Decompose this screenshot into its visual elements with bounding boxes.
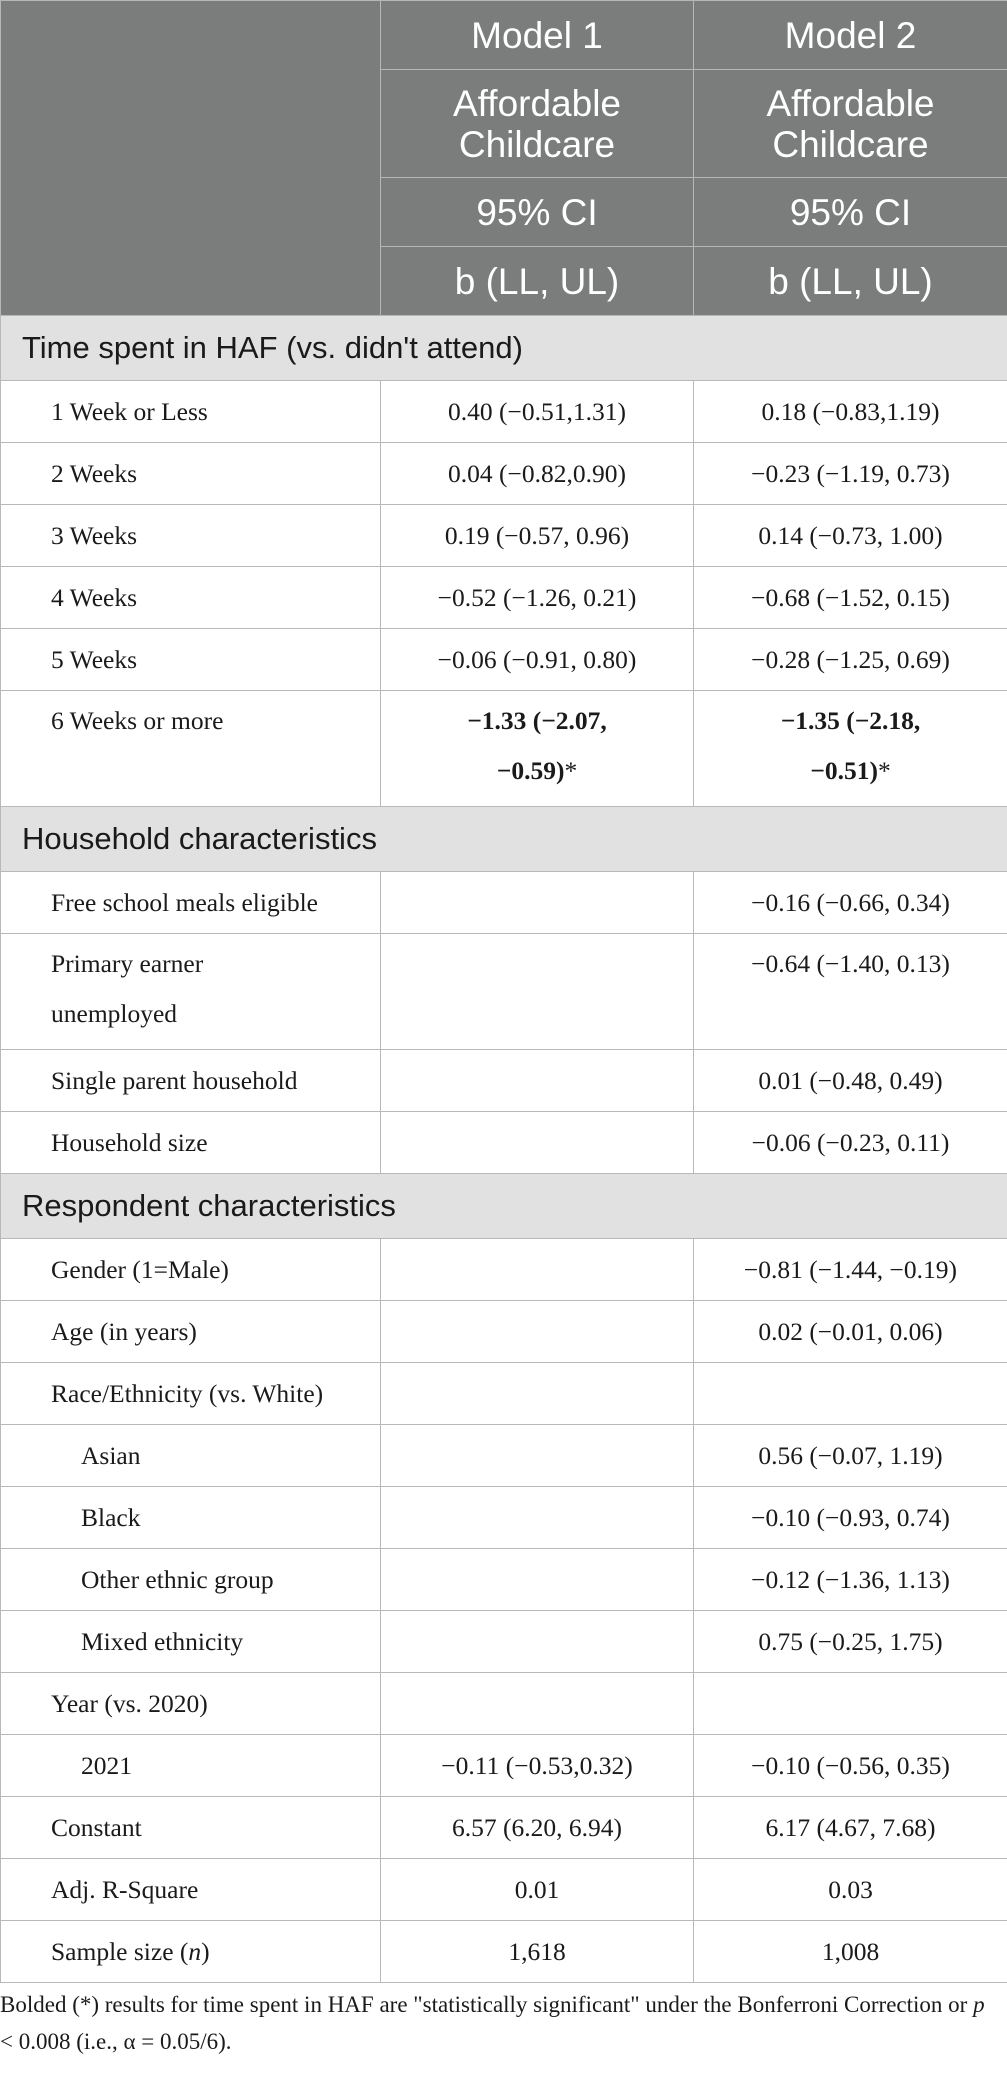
- row-label: Other ethnic group: [1, 1549, 381, 1611]
- model2-value: 0.14 (−0.73, 1.00): [694, 505, 1007, 567]
- table-row: [1, 567, 1007, 629]
- model2-value: −0.81 (−1.44, −0.19): [694, 1239, 1007, 1301]
- row-label: Adj. R-Square: [1, 1859, 381, 1921]
- row-label: Constant: [1, 1797, 381, 1859]
- table-row: [1, 443, 1007, 505]
- table-row: [1, 1487, 1007, 1549]
- model1-value: [381, 1363, 694, 1425]
- row-label: Black: [1, 1487, 381, 1549]
- row-label: 3 Weeks: [1, 505, 381, 567]
- section-title: Time spent in HAF (vs. didn't attend): [1, 316, 1007, 381]
- section-respondent: [1, 1174, 1007, 1239]
- table-row: [1, 1921, 1007, 1983]
- model2-value: −0.64 (−1.40, 0.13): [694, 934, 1007, 1050]
- model2-value: −0.28 (−1.25, 0.69): [694, 629, 1007, 691]
- table-row: [1, 1549, 1007, 1611]
- table-row: [1, 1050, 1007, 1112]
- model2-value: [694, 1363, 1007, 1425]
- row-label: 2021: [1, 1735, 381, 1797]
- table-row: [1, 934, 1007, 1050]
- model1-header: Model 1: [381, 1, 694, 70]
- model1-value: [381, 1673, 694, 1735]
- header-blank-cell: [1, 1, 381, 316]
- model1-value: [381, 1487, 694, 1549]
- row-label: Age (in years): [1, 1301, 381, 1363]
- significance-mark: *: [564, 756, 578, 785]
- model1-value: 6.57 (6.20, 6.94): [381, 1797, 694, 1859]
- table-row: [1, 1301, 1007, 1363]
- model2-value: 0.02 (−0.01, 0.06): [694, 1301, 1007, 1363]
- model2-value: 0.03: [694, 1859, 1007, 1921]
- model2-value: [694, 1673, 1007, 1735]
- model2-value: [694, 691, 1007, 807]
- model2-value: −0.16 (−0.66, 0.34): [694, 872, 1007, 934]
- table-row: [1, 691, 1007, 807]
- model2-stat: b (LL, UL): [694, 247, 1007, 316]
- row-label: Gender (1=Male): [1, 1239, 381, 1301]
- row-label: 2 Weeks: [1, 443, 381, 505]
- model1-value: 0.01: [381, 1859, 694, 1921]
- row-label: 6 Weeks or more: [1, 691, 381, 807]
- model2-value: −0.12 (−1.36, 1.13): [694, 1549, 1007, 1611]
- table-row: [1, 1797, 1007, 1859]
- model2-value: 0.75 (−0.25, 1.75): [694, 1611, 1007, 1673]
- label-italic-n: n: [188, 1936, 202, 1966]
- model2-value: 1,008: [694, 1921, 1007, 1983]
- footnote-text: < 0.008 (i.e., α = 0.05/6).: [0, 2029, 232, 2054]
- table-row: [1, 1112, 1007, 1174]
- model1-value: −0.11 (−0.53,0.32): [381, 1735, 694, 1797]
- model2-value: −0.10 (−0.93, 0.74): [694, 1487, 1007, 1549]
- row-label: Mixed ethnicity: [1, 1611, 381, 1673]
- significance-mark: *: [877, 756, 891, 785]
- model1-value: [381, 934, 694, 1050]
- model1-value: [381, 1239, 694, 1301]
- row-label: 5 Weeks: [1, 629, 381, 691]
- row-label: 1 Week or Less: [1, 381, 381, 443]
- table-row: [1, 505, 1007, 567]
- model2-value: 0.01 (−0.48, 0.49): [694, 1050, 1007, 1112]
- model2-value: 0.56 (−0.07, 1.19): [694, 1425, 1007, 1487]
- section-title: Household characteristics: [1, 807, 1007, 872]
- model1-value: [381, 1425, 694, 1487]
- table-row: [1, 1735, 1007, 1797]
- section-haf: [1, 316, 1007, 381]
- model2-value: 0.18 (−0.83,1.19): [694, 381, 1007, 443]
- row-label: Primary earner unemployed: [1, 934, 381, 1050]
- significant-value: −1.35 (−2.18, −0.51): [780, 706, 921, 785]
- model2-outcome: Affordable Childcare: [694, 70, 1007, 178]
- label-text: ): [201, 1936, 210, 1966]
- row-label: Asian: [1, 1425, 381, 1487]
- table-row: [1, 1859, 1007, 1921]
- label-text: Sample size (: [51, 1936, 189, 1966]
- model1-value: −0.52 (−1.26, 0.21): [381, 567, 694, 629]
- model1-value: [381, 1301, 694, 1363]
- table-row: [1, 1611, 1007, 1673]
- model1-value: [381, 1112, 694, 1174]
- model2-value: −0.10 (−0.56, 0.35): [694, 1735, 1007, 1797]
- model1-value: [381, 691, 694, 807]
- row-label: [1, 1921, 381, 1983]
- row-label: Single parent household: [1, 1050, 381, 1112]
- model1-value: [381, 1050, 694, 1112]
- footnote-text: Bolded (*) results for time spent in HAF are "statistically significant" under the Bonferroni Correction or: [0, 1992, 974, 2017]
- model2-value: 6.17 (4.67, 7.68): [694, 1797, 1007, 1859]
- table-row: [1, 872, 1007, 934]
- table-row: [1, 1239, 1007, 1301]
- section-title: Respondent characteristics: [1, 1174, 1007, 1239]
- table-row: [1, 1363, 1007, 1425]
- model1-value: [381, 1611, 694, 1673]
- model2-value: −0.68 (−1.52, 0.15): [694, 567, 1007, 629]
- model2-header: Model 2: [694, 1, 1007, 70]
- section-household: [1, 807, 1007, 872]
- model1-value: [381, 872, 694, 934]
- table-row: [1, 381, 1007, 443]
- row-label: Year (vs. 2020): [1, 1673, 381, 1735]
- table-row: [1, 1673, 1007, 1735]
- row-label: Free school meals eligible: [1, 872, 381, 934]
- model1-value: 1,618: [381, 1921, 694, 1983]
- model1-value: [381, 1549, 694, 1611]
- model1-value: 0.40 (−0.51,1.31): [381, 381, 694, 443]
- model1-value: 0.04 (−0.82,0.90): [381, 443, 694, 505]
- model2-ci: 95% CI: [694, 178, 1007, 247]
- significant-value: −1.33 (−2.07, −0.59): [467, 706, 607, 785]
- row-label: 4 Weeks: [1, 567, 381, 629]
- model2-value: −0.23 (−1.19, 0.73): [694, 443, 1007, 505]
- row-label: Household size: [1, 1112, 381, 1174]
- table-row: [1, 629, 1007, 691]
- header-row-model: [1, 1, 1007, 70]
- footnote-p: p: [973, 1992, 985, 2017]
- model2-value: −0.06 (−0.23, 0.11): [694, 1112, 1007, 1174]
- model1-stat: b (LL, UL): [381, 247, 694, 316]
- model1-value: 0.19 (−0.57, 0.96): [381, 505, 694, 567]
- model1-outcome: Affordable Childcare: [381, 70, 694, 178]
- model1-ci: 95% CI: [381, 178, 694, 247]
- model1-value: −0.06 (−0.91, 0.80): [381, 629, 694, 691]
- table-footnote: [0, 1986, 1000, 2060]
- table-row: [1, 1425, 1007, 1487]
- row-label: Race/Ethnicity (vs. White): [1, 1363, 381, 1425]
